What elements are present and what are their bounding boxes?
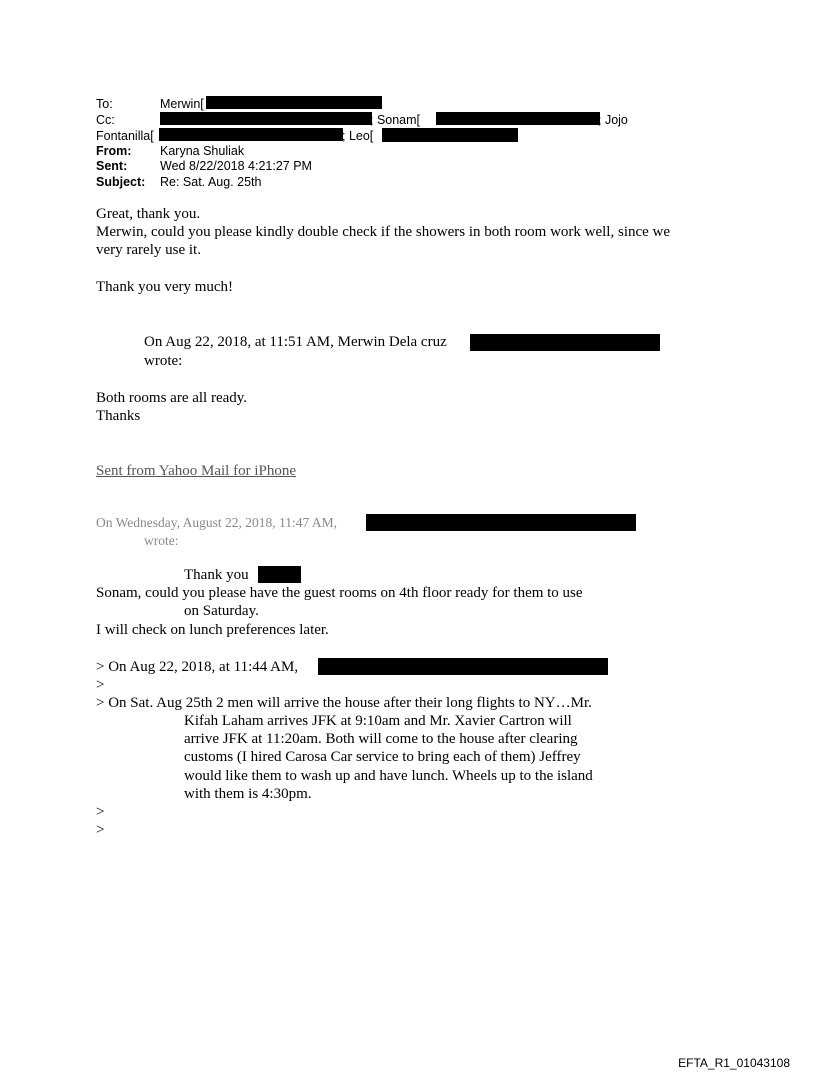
redaction-block [160,112,372,125]
subject-value: Re: Sat. Aug. 25th [160,175,262,189]
sent-from-link[interactable]: Sent from Yahoo Mail for iPhone [96,463,296,479]
redaction-block [318,658,608,675]
quoted-line: > [96,677,105,693]
quoted-line: I will check on lunch preferences later. [96,622,329,638]
redaction-block [206,96,382,109]
quoted-line: with them is 4:30pm. [184,786,312,802]
cc-continuation: Fontanilla[ [96,129,154,143]
quoted-line: arrive JFK at 11:20am. Both will come to the house after clearing [184,731,578,747]
sent-label [96,158,127,174]
redaction-block [382,128,518,142]
redaction-block [258,566,301,583]
cc-fragment: ; Sonam[ [370,113,421,127]
from-value: Karyna Shuliak [160,144,245,158]
sent-value: Wed 8/22/2018 4:21:27 PM [160,159,312,173]
redaction-block [470,334,660,351]
from-label [96,143,131,159]
subject-label [96,174,145,190]
quoted-line: customs (I hired Carosa Car service to bring each of them) Jeffrey [184,749,581,765]
reply-line: Thanks [96,408,141,424]
quoted-line: > [96,804,105,820]
quoted-line: would like them to wash up and have lunch. Wheels up to the island [184,768,593,784]
quote-header: On Aug 22, 2018, at 11:51 AM, Merwin Dela cruz [144,334,447,350]
quoted-line: > On Sat. Aug 25th 2 men will arrive the house after their long flights to NY…Mr. [96,695,592,711]
quoted-line: Kifah Laham arrives JFK at 9:10am and Mr. Xavier Cartron will [184,713,572,729]
redaction-block [159,128,343,141]
cc-fragment: ; Jojo [598,113,628,127]
from-label-text: From: [96,144,132,158]
cc-fragment: ; Leo[ [342,129,374,143]
body-paragraph: very rarely use it. [96,242,201,258]
quoted-line: > [96,822,105,838]
quoted-line: on Saturday. [184,603,259,619]
body-paragraph: Great, thank you. [96,206,201,222]
subject-label-text: Subject: [96,175,146,189]
sent-label-text: Sent: [96,159,128,173]
cc-label: Cc: [96,113,115,127]
to-value: Merwin[ [160,97,204,111]
to-label: To: [96,97,113,111]
quoted-line: Thank you [184,567,249,583]
body-paragraph: Merwin, could you please kindly double check if the showers in both room work well, since we [96,224,671,240]
redaction-block [366,514,636,531]
quote-header: wrote: [144,353,183,369]
quoted-line: Sonam, could you please have the guest rooms on 4th floor ready for them to use [96,585,583,601]
reply-line: Both rooms are all ready. [96,390,248,406]
document-id: EFTA_R1_01043108 [678,1056,790,1070]
quote-header: On Wednesday, August 22, 2018, 11:47 AM, [96,515,338,530]
body-paragraph: Thank you very much! [96,279,234,295]
quote-header: wrote: [144,533,179,548]
quoted-line: > On Aug 22, 2018, at 11:44 AM, [96,659,299,675]
redaction-block [436,112,600,125]
